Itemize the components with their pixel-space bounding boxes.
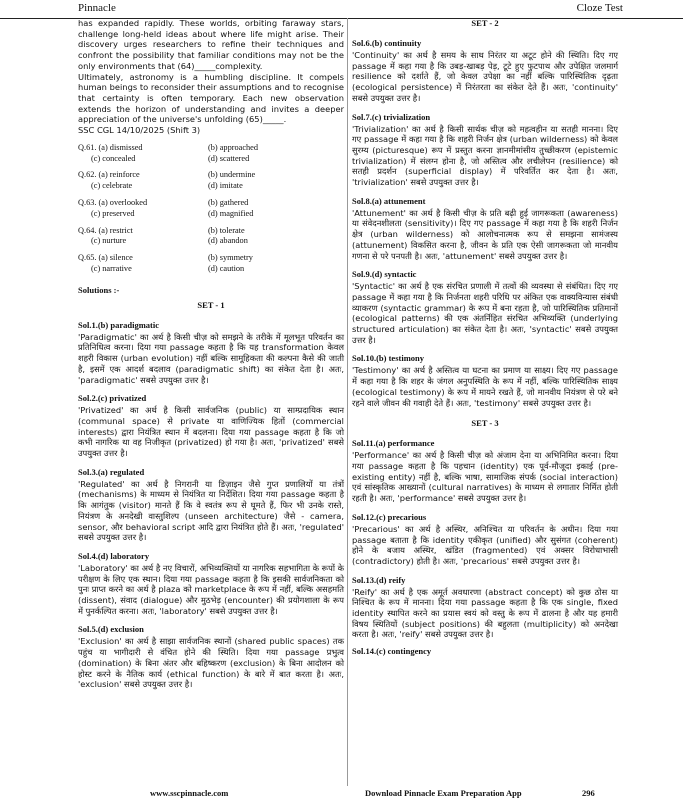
set-heading: SET - 1 [197,299,225,310]
solution [78,551,344,617]
solution-title: Sol.9.(d) syntactic [352,269,417,280]
set-heading: SET - 2 [471,18,499,28]
solution-title: Sol.5.(d) exclusion [78,624,144,635]
question: Q.62. (a) reinforce (b) undermine (c) celebrate (d) imitate [78,170,256,191]
question-list [78,143,344,275]
left-column [78,18,344,690]
footer-website: www.sscpinnacle.com [150,788,229,798]
solution-text: 'Attunement' का अर्थ है किसी चीज़ के प्रति बढ़ी हुई जागरूकता (awareness) या संवेदनशीलता (sensitivity)। दिए गए passage में कहा गया है कि शहरी निर्जन क्षेत्र (urban wilderness) को आलोचनात्मक रूप से समझना सामंजस्य (attunement) विकसित करना है, जीवन के प्रति एक ऐसी जागरूकता जो मानवीय गणना से परे पनपती है। अतः, 'attunement' सबसे उपयुक्त उत्तर है। [352,207,618,261]
solution-text: 'Continuity' का अर्थ है समय के साथ निरंतर या अटूट होने की स्थिति। दिए गए passage में कहा गया है कि उबड़-खाबड़ पेड़, टूटे हुए फुटपाथ और उपेक्षित जलमार्ग resilience को दर्शाते हैं, जो केवल उपेक्षा का नहीं बल्कि पारिस्थितिक दृढ़ता (ecological persistence) में निरंतरता का संकेत देते हैं। अतः, 'continuity' सबसे उपयुक्त उत्तर है। [352,50,618,103]
solution-title: Sol.1.(b) paradigmatic [78,319,159,330]
solution-title: Sol.8.(a) attunement [352,195,426,206]
solution-text: 'Exclusion' का अर्थ है साझा सार्वजनिक स्थानों (shared public spaces) तक पहुंच या भागीदारी से वंचित होने की स्थिति। दिया गया passage प्रभुत्व (domination) के बिना अंतर और बहिष्करण (exclusion) के बिना आदोलन को होस्ट करने के नैतिक कार्य (ethical function) के बारे में बात करता है। अतः, 'exclusion' सबसे उपयुक्त उत्तर है। [78,636,344,690]
solution-title: Sol.13.(d) reify [352,574,406,585]
solution [352,512,618,567]
solution-text: 'Syntactic' का अर्थ है एक संरचित प्रणाली में तत्वों की व्यवस्था से संबंधित। दिए गए passage में कहा गया है कि निर्जनता शहरी परिधि पर अंकित एक वाक्यविन्यास संबंधी व्याकरण (syntactic grammar) के रूप में बना रहता है, जो पारिस्थितिक प्रतिमानों (ecological patterns) की एक अंतर्निहित संरचित अभिव्यक्ति (underlying structured articulation) का संकेत देता है। अतः, 'syntactic' सबसे उपयुक्त उत्तर है। [352,281,618,345]
solution-title: Sol.2.(c) privatized [78,393,147,404]
solution [352,269,618,345]
solution [352,196,618,262]
question: Q.65. (a) silence (b) symmetry (c) narrative (d) caution [78,253,253,273]
solution-text: 'Performance' का अर्थ है किसी चीज़ को अंजाम देना या अभिनिमित करना। दिया गया passage कहता है कि पहचान (identity) एक पूर्व-मौजूदा इकाई (pre-existing entity) नहीं है, बल्कि भाषा, सामाजिक संपर्क (social interaction) एवं सांस्कृतिक आख्यानों (cultural narratives) के माध्यम से लगातार निर्मित होती रहती है। अतः, 'performance' सबसे उपयुक्त उत्तर है। [352,450,618,504]
page-header [0,0,683,19]
solution [352,575,618,641]
solution-text: 'Regulated' का अर्थ है निगरानी या डिज़ाइन जैसे गुप्त प्रणालियों या तंत्रों (mechanisms) के माध्यम से नियंत्रित या निर्देशित। दिया गया passage कहता है कि आगंतुक (visitor) मानते हैं कि वे स्वतंत्र रूप से घूमते हैं, फिर भी उनके रास्ते, नियंत्रण के अनदेखी वास्तुशिल्प (unseen architecture) जैसे - camera, sensor, और behavioral script आदि द्वारा नियंत्रित होते हैं। अतः, 'regulated' सबसे उपयुक्त उत्तर है। [78,478,344,543]
solution-text: 'Laboratory' का अर्थ है नए विचारों, अभिव्यक्तियों या नागरिक सहभागिता के रूपों के परीक्षण के लिए एक स्थान। दिया गया passage कहता है कि इसकी सार्वजनिकता को पुनः प्राप्त करने का अर्थ है plaza को marketplace के रूप में नहीं, बल्कि असहमति (dissent), संवाद (dialogue) और मुठभेड़ (encounter) की प्रयोगशाला के रूप में पुनर्कल्पित करना। अतः, 'laboratory' सबसे उपयुक्त उत्तर है। [78,562,344,616]
page-number: 296 [582,788,595,798]
solution-text: 'Testimony' का अर्थ है अस्तित्व या घटना का प्रमाण या साक्ष्य। दिए गए passage में कहा गया है कि शहर के जंगल अनुपस्थिति के रूप में नहीं, बल्कि पारिस्थितिक साक्ष्य (ecological testimony) के रूप में मायने रखते हैं, जो मानवीय नियंत्रण से परे बने रहने वाले जीवन की गवाही देते हैं। अतः, 'testimony' सबसे उपयुक्त उत्तर है। [352,365,618,408]
solution-text: 'Precarious' का अर्थ है अस्थिर, अनिश्चित या परिवर्तन के अधीन। दिया गया passage बताता है कि identity एकीकृत (unified) और सुसंगत (coherent) होने के बजाय अस्थिर, खंडित (fragmented) एवं अक्सर विरोधाभासी (contradictory) होती है। अतः, 'precarious' सबसे उपयुक्त उत्तर है। [352,523,618,566]
page-footer [0,786,683,800]
footer-app-promo: Download Pinnacle Exam Preparation App [365,788,522,798]
solution [352,38,618,104]
question: Q.63. (a) overlooked (b) gathered (c) preserved (d) magnified [78,197,254,218]
solution [78,320,344,386]
solution [352,438,618,504]
solution-title: Sol.3.(a) regulated [78,466,145,477]
solution-title: Sol.12.(c) precarious [352,511,427,522]
solution-title: Sol.10.(b) testimony [352,353,425,364]
question: Q.61. (a) dismissed (b) approached (c) concealed (d) scattered [78,142,258,163]
header-section: Cloze Test [576,2,623,14]
solution-title: Sol.14.(c) contingency [352,646,432,657]
set-heading: SET - 3 [471,418,499,429]
column-divider [347,18,348,786]
passage-paragraph: has expanded rapidly. These worlds, orbiting faraway stars, challenge long-held ideas about where life might arise. Their discovery urges researchers to refine their techniques and confront the possibility that familiar conditions may not be the only environments that (64)_____complexity. [78,18,344,71]
solution [78,393,344,459]
solution-title: Sol.7.(c) trivialization [352,111,431,122]
solutions-heading: Solutions :- [78,284,120,295]
solution [78,624,344,690]
right-column [352,18,618,658]
solution-title: Sol.6.(b) continuity [352,38,422,48]
exam-source: SSC CGL 14/10/2025 (Shift 3) [78,125,201,136]
solution-text: 'Privatized' का अर्थ है किसी सार्वजनिक (public) या साम्प्रदायिक स्थान (communal space) से private या वाणिज्यिक हितों (commercial interests) द्वारा नियंत्रित स्थान में बदलना। दिया गया passage कहता है कि जो कभी नागरिक था वह निजीकृत (privatized) हो गया है। अतः, 'privatized' सबसे उपयुक्त उत्तर है। [78,405,344,459]
solution-text: 'Reify' का अर्थ है एक अमूर्त अवधारणा (abstract concept) को कुछ ठोस या निश्चित के रूप में मानना। दिया गया passage कहता है कि एक single, fixed identity स्थापित करने का प्रयास स्वयं को वस्तु के रूप में ढालना है और यह हमारी विषय स्थितियों (subject positions) की बहुलता (multiplicity) को अनदेखा करता है। अतः, 'reify' सबसे उपयुक्त उत्तर है। [352,586,618,640]
solution [352,353,618,408]
passage-paragraph: Ultimately, astronomy is a humbling discipline. It compels human beings to reconsider their assumptions and to recognise that certainty is often temporary. Each new observation extends the horizon of understanding and invites a deeper appreciation of the universe's unfolding (65)_____. [78,71,344,125]
question: Q.64. (a) restrict (b) tolerate (c) nurture (d) abandon [78,225,248,246]
solution [78,467,344,543]
header-brand: Pinnacle [78,2,116,14]
solution-text: 'Paradigmatic' का अर्थ है किसी चीज़ को समझने के तरीके में मूलभूत परिवर्तन का प्रतिनिधित्व करना। दिया गया passage कहता है कि यह transformation केवल शहरी विकास (urban evolution) नहीं बल्कि सामूहिकता की कल्पना कैसे की जाती है, इसमें एक आदर्श बदलाव (paradigmatic shift) का संकेत देता है। अतः, 'paradigmatic' सबसे उपयुक्त उत्तर है। [78,331,344,385]
solution-title: Sol.11.(a) performance [352,438,435,449]
solution-title: Sol.4.(d) laboratory [78,550,150,561]
solution [352,112,618,188]
solution-text: 'Trivialization' का अर्थ है किसी सार्थक चीज़ को महत्वहीन या सतही मानना। दिए गए passage में कहा गया है कि शहरी निर्जन क्षेत्र (urban wilderness) को केवल सुरम्य (picturesque) रूप में प्रस्तुत करना ज्ञानमीमांसीय तुच्छीकरण (epistemic trivialization) में संलग्न होना है, जो अस्तित्व और लचीलेपन (resilience) को सतही प्रदर्शन (superficial display) में परिवर्तित कर देता है। अतः, 'trivialization' सबसे उपयुक्त उत्तर है। [352,123,618,188]
